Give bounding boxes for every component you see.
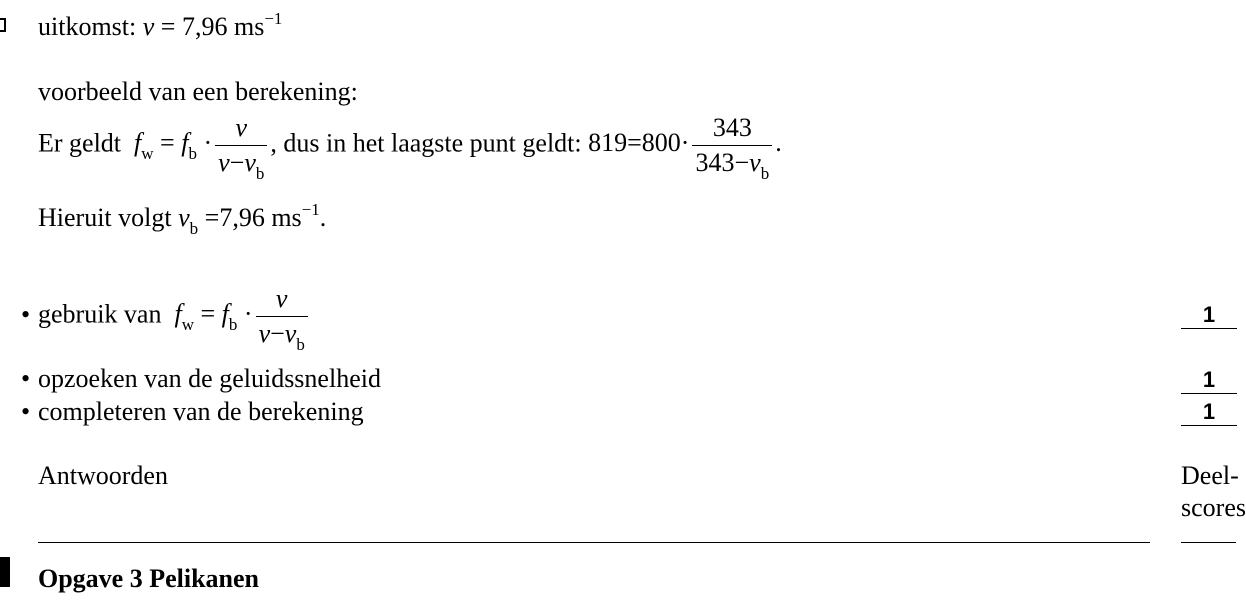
result-var: v [178,203,190,232]
score-2: 1 [1181,367,1237,394]
minus: − [229,148,245,177]
section-title: Opgave 3 Pelikanen [38,564,260,593]
formula-mid: , dus in het laagste punt geldt: [270,128,582,158]
frac-den-vb: v [749,148,761,177]
result-intro: Hieruit volgt [38,203,172,232]
score-1: 1 [1181,302,1237,329]
answer-unit: ms [233,12,265,41]
answer-label: uitkomst: [38,12,137,41]
f-symbol: f [174,299,182,329]
criterion-text: gebruik van [38,299,162,329]
sub-b: b [188,144,197,164]
answers-label: Antwoorden [38,461,168,490]
frac-den-v: v [258,319,271,348]
num-left: 819 [588,128,628,158]
answer-eq: = [160,12,176,41]
frac-num-v: v [215,113,267,146]
score-label-2: scores [1181,493,1246,522]
frac-den-v: v [218,148,230,177]
formula-line [38,113,782,183]
dot: · [243,299,253,329]
criterion-2: opzoeken van de geluidssnelheid [38,364,381,393]
divider-line [38,542,1150,543]
sub-w: w [141,144,154,164]
eq-sign: = [160,128,175,158]
doppler-formula [128,113,271,183]
eq-sign: = [204,203,220,232]
dot: · [203,128,213,158]
bullet: • [21,364,31,393]
formula-intro: Er geldt [38,128,122,158]
frac-den-343: 343 [695,148,735,177]
bullet: • [21,397,31,426]
result-value: 7,96 [219,203,265,232]
sub-b: b [255,164,265,183]
dot: · [680,128,690,158]
result-line [38,200,327,238]
score-3: 1 [1181,399,1237,426]
sub-b: b [760,164,770,183]
minus: − [270,319,285,348]
criterion-formula [168,284,311,354]
answer-unit-exp: −1 [264,9,283,28]
frac-num-v: v [256,284,308,317]
frac-den-vb: v [284,319,297,348]
criterion-1 [38,284,311,354]
f-symbol: f [181,128,189,158]
frac-den-vb: v [244,148,256,177]
sub-b: b [296,335,305,354]
criterion-fraction [256,284,308,354]
period: . [319,203,327,232]
f-symbol: f [221,299,229,329]
answer-var: v [142,12,155,41]
example-heading: voorbeeld van een berekening: [38,77,358,106]
sub-b: b [228,315,238,335]
minus: − [734,148,750,177]
f-symbol: f [134,128,142,158]
result-exp: −1 [301,200,320,219]
sub-b: b [189,219,199,238]
result-unit: ms [271,203,302,232]
sub-w: w [181,315,194,335]
answer-value: 7,96 [181,12,228,41]
eq-sign: = [627,128,642,158]
period: . [775,128,782,158]
score-divider-line [1181,542,1236,543]
doppler-fraction [215,113,267,183]
numeric-fraction [692,113,772,183]
answer-marker [0,18,6,32]
num-mid: 800 [641,128,681,158]
section-marker [0,557,10,587]
eq-sign: = [200,299,216,329]
score-label-1: Deel- [1181,461,1239,490]
numeric-formula [588,113,782,183]
criterion-3: completeren van de berekening [38,397,364,426]
answer-line [38,9,283,42]
bullet: • [21,300,31,329]
frac-num-343: 343 [692,113,772,146]
